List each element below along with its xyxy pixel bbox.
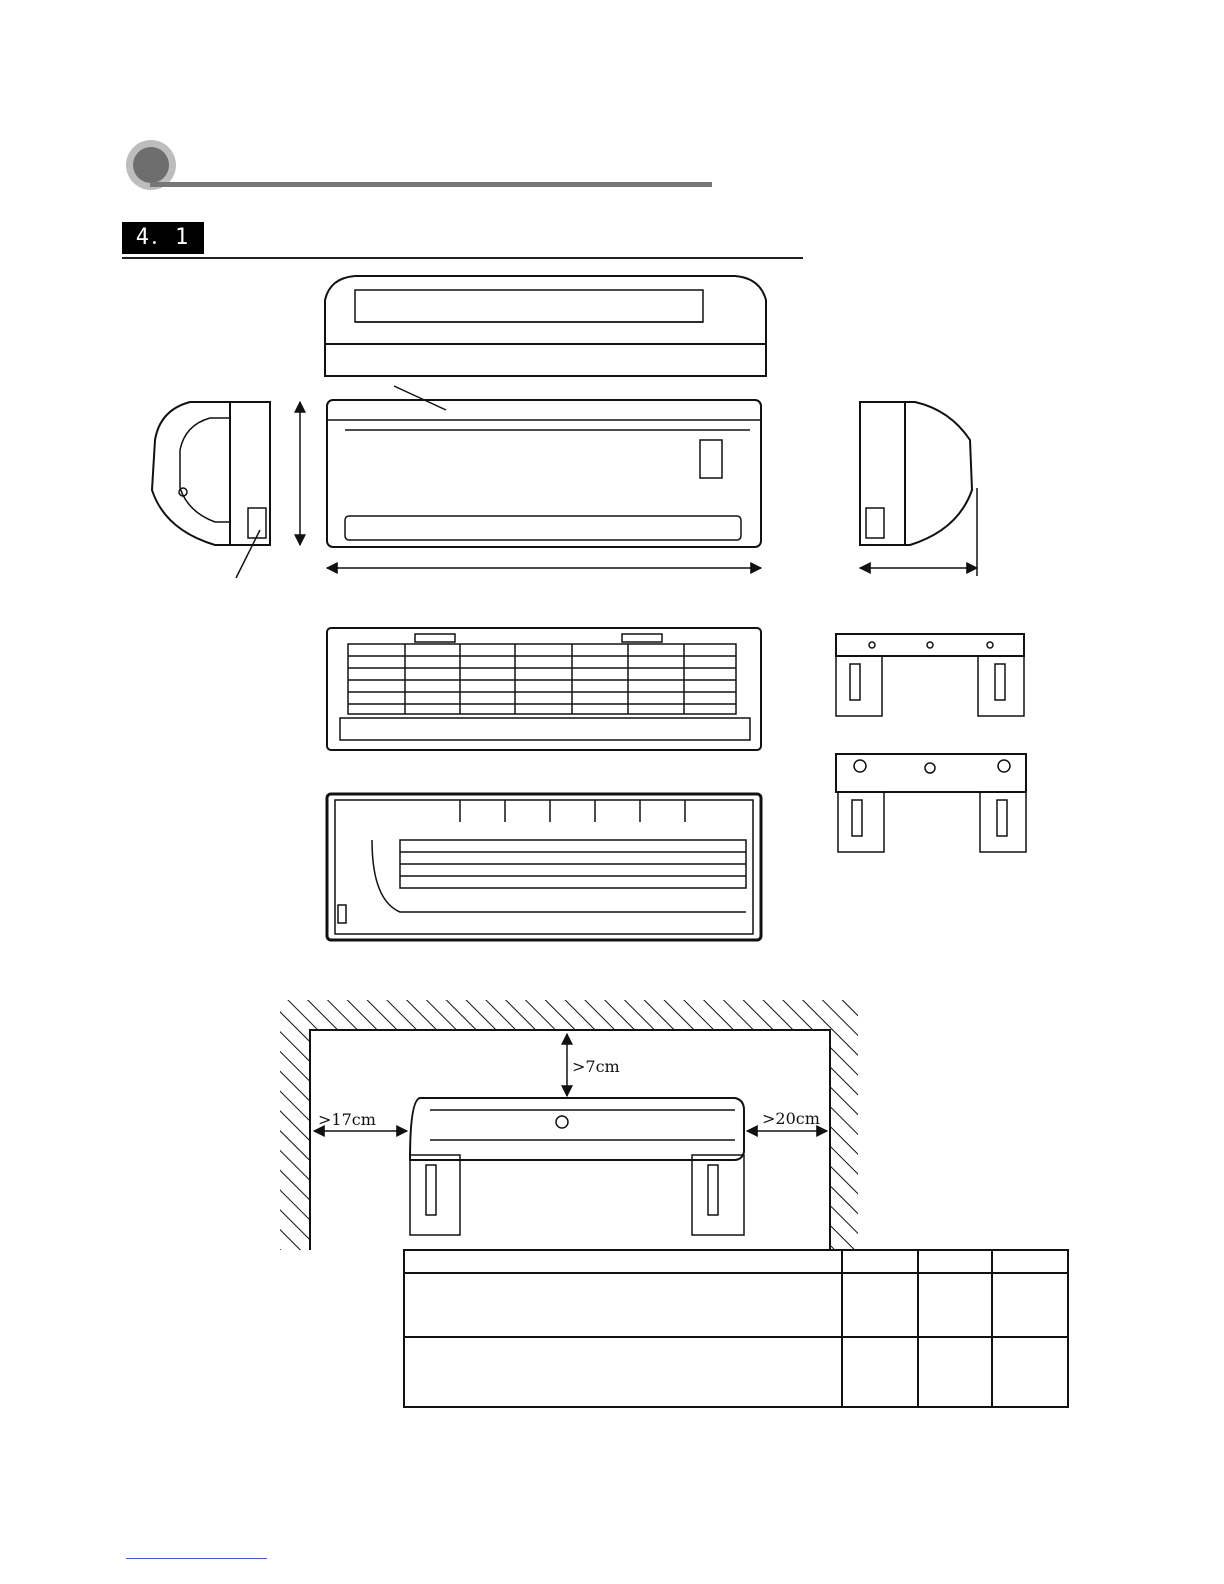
table-cell bbox=[842, 1337, 918, 1407]
table-cell bbox=[918, 1337, 992, 1407]
spec-table bbox=[403, 1249, 1069, 1408]
mounting-plate-small-b bbox=[836, 754, 1026, 852]
table-cell bbox=[404, 1273, 842, 1337]
table-cell bbox=[404, 1250, 842, 1273]
indoor-unit-left-side-view bbox=[152, 402, 300, 578]
table-cell bbox=[918, 1250, 992, 1273]
clearance-right-label: >20cm bbox=[762, 1109, 820, 1128]
table-cell bbox=[992, 1273, 1068, 1337]
clearance-top-label: >7cm bbox=[572, 1057, 620, 1076]
indoor-unit-internal-view bbox=[327, 794, 761, 940]
table-cell bbox=[404, 1337, 842, 1407]
mounting-plate-small-a bbox=[836, 634, 1024, 716]
table-cell bbox=[992, 1250, 1068, 1273]
table-cell bbox=[918, 1273, 992, 1337]
indoor-unit-front-view bbox=[327, 386, 761, 568]
indoor-unit-top-view bbox=[325, 276, 766, 376]
footer-link-underline[interactable] bbox=[126, 1558, 267, 1559]
table-cell bbox=[842, 1273, 918, 1337]
table-cell bbox=[842, 1250, 918, 1273]
clearance-left-label: >17cm bbox=[318, 1110, 376, 1129]
table-cell bbox=[992, 1337, 1068, 1407]
indoor-unit-right-side-view bbox=[860, 402, 977, 576]
section-number-badge: 4．1 bbox=[122, 222, 204, 254]
indoor-unit-grille-view bbox=[327, 628, 761, 750]
